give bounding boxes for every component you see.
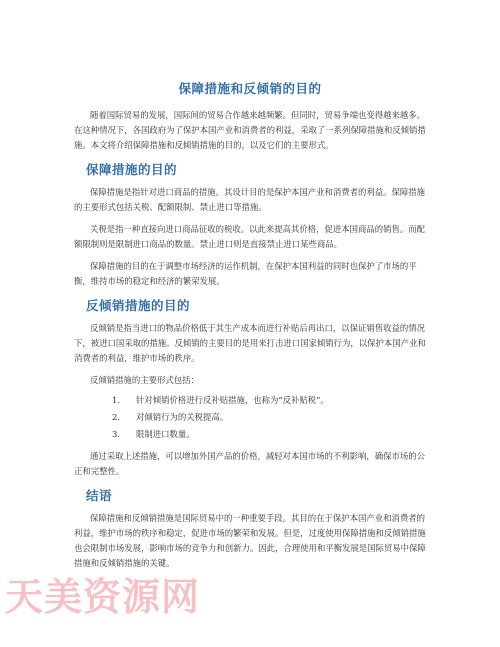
section-heading-antidumping: 反倾销措施的目的 (86, 298, 191, 313)
section-heading-conclusion: 结语 (86, 488, 113, 503)
document-title: 保障措施和反倾销的目的 (178, 81, 322, 96)
list-item: 3. 限制进口数量。 (112, 429, 195, 439)
intro-paragraph: 随着国际贸易的发展，国际间的贸易合作越来越频繁。但同时，贸易争端也变得越来越多。在这种情况下，各国政府为了保护本国产业和消费者的利益，采取了一系列保障措施和反倾销措施。本文将介绍保障措施和反倾销措施的目的，以及它们的主要形式。 (74, 110, 426, 150)
antidumping-paragraph-2: 反倾销措施的主要形式包括： (90, 375, 199, 385)
conclusion-paragraph: 保障措施和反倾销措施是国际贸易中的一种重要手段。其目的在于保护本国产业和消费者的利益，维护市场的秩序和稳定，促进市场的繁荣和发展。但是，过度使用保障措施和反倾销措施也会限制市场发展，影响市场的竞争力和创新力。因此，合理使用和平衡发展是国际贸易中保障措施和反倾销措施的关键。 (74, 513, 426, 568)
document-page (74, 79, 426, 571)
antidumping-list (74, 393, 426, 442)
watermark-logo: 天美资源网 (5, 575, 201, 619)
safeguard-paragraph-3: 保障措施的目的在于调整市场经济的运作机制，在保护本国利益的同时也保护了市场的平衡，维持市场的稳定和经济的繁荣发展。 (74, 261, 417, 286)
safeguard-paragraph-1: 保障措施是指针对进口商品的措施。其设计目的是保护本国产业和消费者的利益。保障措施的主要形式包括关税、配额限制、禁止进口等措施。 (74, 187, 425, 212)
antidumping-paragraph-3: 通过采取上述措施，可以增加外国产品的价格，减轻对本国市场的不利影响，确保市场的公正和完整性。 (74, 451, 425, 476)
section-heading-safeguard: 保障措施的目的 (86, 162, 178, 177)
antidumping-paragraph-1: 反倾销是指当进口的物品价格低于其生产成本而进行补贴后再出口，以保证销售收益的情况下，被进口国采取的措施。反倾销的主要目的是用来打击进口国家倾销行为，以保护本国产业和消费者的利益，维护市场的秩序。 (74, 323, 426, 363)
list-item: 1. 针对倾销价格进行反补贴措施，也称为“反补贴税”。 (112, 395, 329, 405)
safeguard-paragraph-2: 关税是指一种直接向进口商品征收的税收。以此来提高其价格，促进本国商品的销售。而配额限制则是限制进口商品的数量。禁止进口则是直接禁止进口某些商品。 (74, 224, 425, 249)
list-item: 2. 对倾销行为的关税提高。 (112, 412, 229, 422)
